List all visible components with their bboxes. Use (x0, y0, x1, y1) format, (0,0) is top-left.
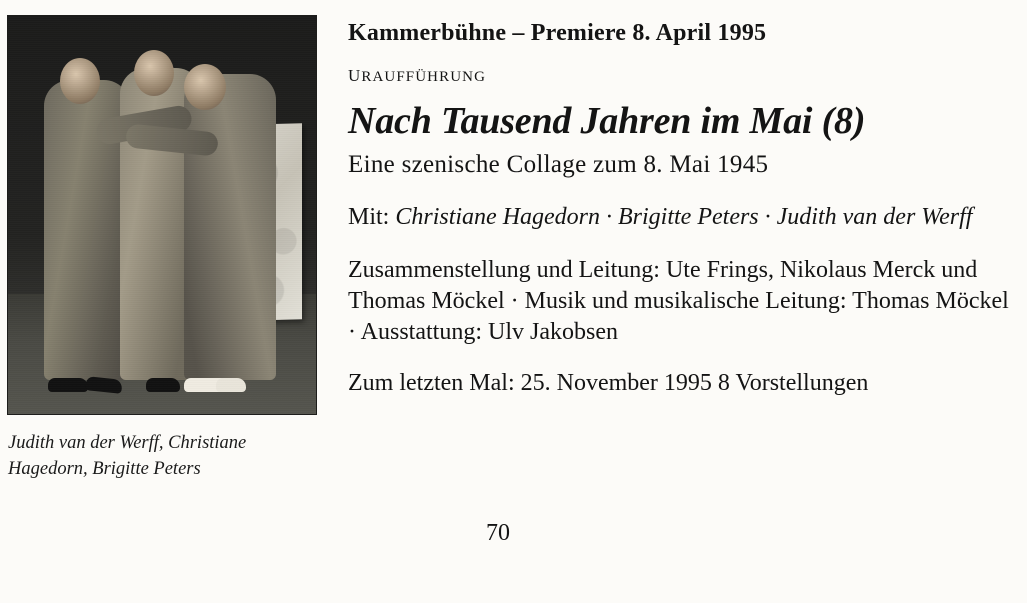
production-title: Nach Tausend Jahren im Mai (8) (348, 100, 866, 142)
venue-and-premiere-line: Kammerbühne – Premiere 8. April 1995 (348, 20, 767, 46)
cast-line (348, 201, 1010, 233)
shoe (216, 378, 246, 392)
photo-caption: Judith van der Werff, Christiane Hagedorn, Brigitte Peters (8, 433, 247, 480)
entry-text-block (348, 20, 1010, 407)
last-performance-line: Zum letzten Mal: 25. November 1995 8 Vorstellungen (348, 370, 869, 397)
page-number: 70 (486, 520, 510, 546)
photo-block (8, 16, 318, 483)
shoe (146, 378, 180, 392)
cast-label: Mit: (348, 203, 390, 230)
cast-names: Christiane Hagedorn · Brigitte Peters · Judith van der Werff (395, 203, 973, 230)
actress-head-right (184, 64, 226, 110)
production-photo (8, 16, 316, 414)
actress-head-middle (134, 50, 174, 96)
shoe (48, 378, 88, 392)
production-subtitle: Eine szenische Collage zum 8. Mai 1945 (348, 150, 769, 178)
actress-head-left (60, 58, 100, 104)
premiere-kicker: uraufführung (348, 61, 487, 87)
actress-figure-right (184, 74, 276, 380)
production-credits: Zusammenstellung und Leitung: Ute Frings, Nikolaus Merck und Thomas Möckel · Musik und musikalische Leitung: Thomas Möckel · Ausstattung: Ulv Jakobsen (348, 256, 1009, 346)
